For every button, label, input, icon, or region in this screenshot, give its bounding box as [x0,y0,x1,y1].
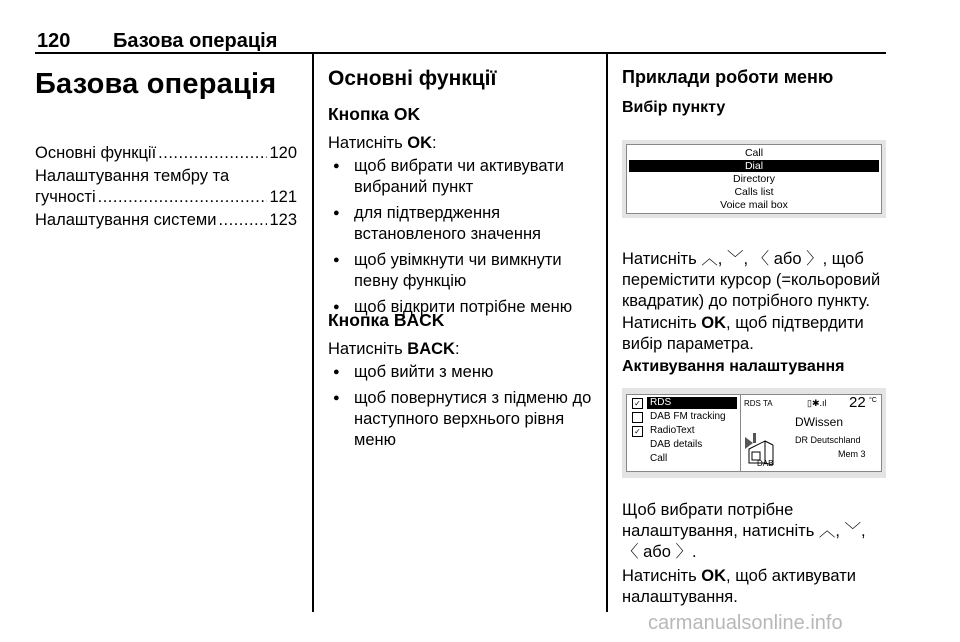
station-name: DWissen [795,415,844,429]
toc-leader [158,143,267,164]
ensemble-name: DR Deutschland [795,435,861,445]
toc-label: Налаштування тембру та [35,167,230,185]
toc-page: 120 [269,144,297,162]
checkbox-rds[interactable]: ✓ [632,398,643,409]
watermark: carmanualsonline.info [648,612,843,634]
settings-display [626,394,882,472]
activate-key: OK [701,567,727,585]
temperature: 22 [849,394,866,411]
toc-page: 121 [269,188,297,206]
settings-screen-illustration [622,388,886,478]
list-item: ● щоб увімкнути чи вимкнути певну функцію [328,250,603,292]
memory-channel: Mem 3 [838,449,866,459]
status-rds-ta: RDS TA [744,399,773,408]
activate-instructions: Щоб вибрати потрібне налаштування, натисніть ︿, ﹀, 〈 або 〉. [622,501,866,561]
option-radiotext[interactable]: RadioText [650,425,695,436]
toc-page: 123 [269,211,297,229]
section-title: Основні функції [328,67,497,90]
header-rule [35,52,886,54]
confirm-post: , щоб підтвердити вибір параметра. [622,314,864,353]
panel-divider [740,395,741,471]
checkbox-dab-fm[interactable] [632,412,643,423]
list-item: ● щоб вийти з меню [328,362,603,383]
list-item: ● щоб вибрати чи активувати вибраний пункт [328,156,603,198]
ok-bullet-list [328,156,603,323]
examples-title: Приклади роботи меню [622,67,834,87]
dab-label: DAB [757,459,774,468]
option-call[interactable]: Call [650,453,668,464]
list-item: ● для підтвердження встановленого значення [328,203,603,245]
back-key: BACK [407,340,455,358]
chapter-title: Базова операція [35,68,277,100]
menu-item-dial[interactable]: Dial [629,160,879,172]
toc-label-cont: гучності [35,188,96,206]
activate-heading: Активування налаштування [622,358,845,375]
back-bullet-list [328,362,603,456]
table-of-contents [35,143,297,233]
toc-entry[interactable] [35,143,297,164]
signal-icon: ▯✱.ıl [807,398,827,408]
select-heading: Вибір пункту [622,99,726,116]
ok-heading: Кнопка OK [328,104,421,124]
column-divider [606,52,608,612]
back-colon: : [454,340,460,358]
list-item: ● щоб повернутися з підменю до наступного верхнього рівня меню [328,388,603,451]
option-dab-details[interactable]: DAB details [650,439,703,450]
toc-entry[interactable] [35,210,297,231]
option-dab-fm-tracking[interactable]: DAB FM tracking [650,411,726,422]
toc-leader [218,210,267,231]
ok-key: OK [407,134,433,152]
toc-label: Налаштування системи [35,211,217,229]
ok-intro [328,133,603,154]
back-heading: Кнопка BACK [328,310,445,330]
toc-entry[interactable] [35,166,297,208]
back-intro-text: Натисніть [328,340,403,358]
ok-colon: : [432,134,437,152]
menu-screen-illustration [622,140,886,218]
option-rds[interactable]: RDS [647,397,737,409]
page-number: 120 [37,30,71,52]
menu-item-calls-list[interactable]: Calls list [734,186,774,198]
column-divider [312,52,314,612]
checkbox-radiotext[interactable]: ✓ [632,426,643,437]
temperature-unit: °C [869,397,877,404]
activate-confirm [622,566,886,608]
running-header: Базова операція [113,30,278,52]
menu-item-directory[interactable]: Directory [732,173,775,185]
toc-leader [98,187,268,208]
toc-label: Основні функції [35,144,157,162]
confirm-key: OK [701,314,727,332]
menu-display [626,144,882,214]
confirm-pre: Натисніть [622,314,697,332]
menu-item-voice-mail[interactable]: Voice mail box [720,199,788,211]
confirm-instructions [622,313,886,355]
activate-pre: Натисніть [622,567,697,585]
menu-item-call[interactable]: Call [744,147,764,159]
select-instructions: Натисніть ︿, ﹀, 〈 або 〉, щоб перемістити курсор (=кольоровий квадратик) до потрібного пункту. [622,250,881,310]
ok-intro-text: Натисніть [328,134,403,152]
activate-post: , щоб активувати налаштування. [622,567,856,606]
list-item: ● щоб відкрити потрібне меню [328,297,603,318]
back-intro [328,339,603,360]
